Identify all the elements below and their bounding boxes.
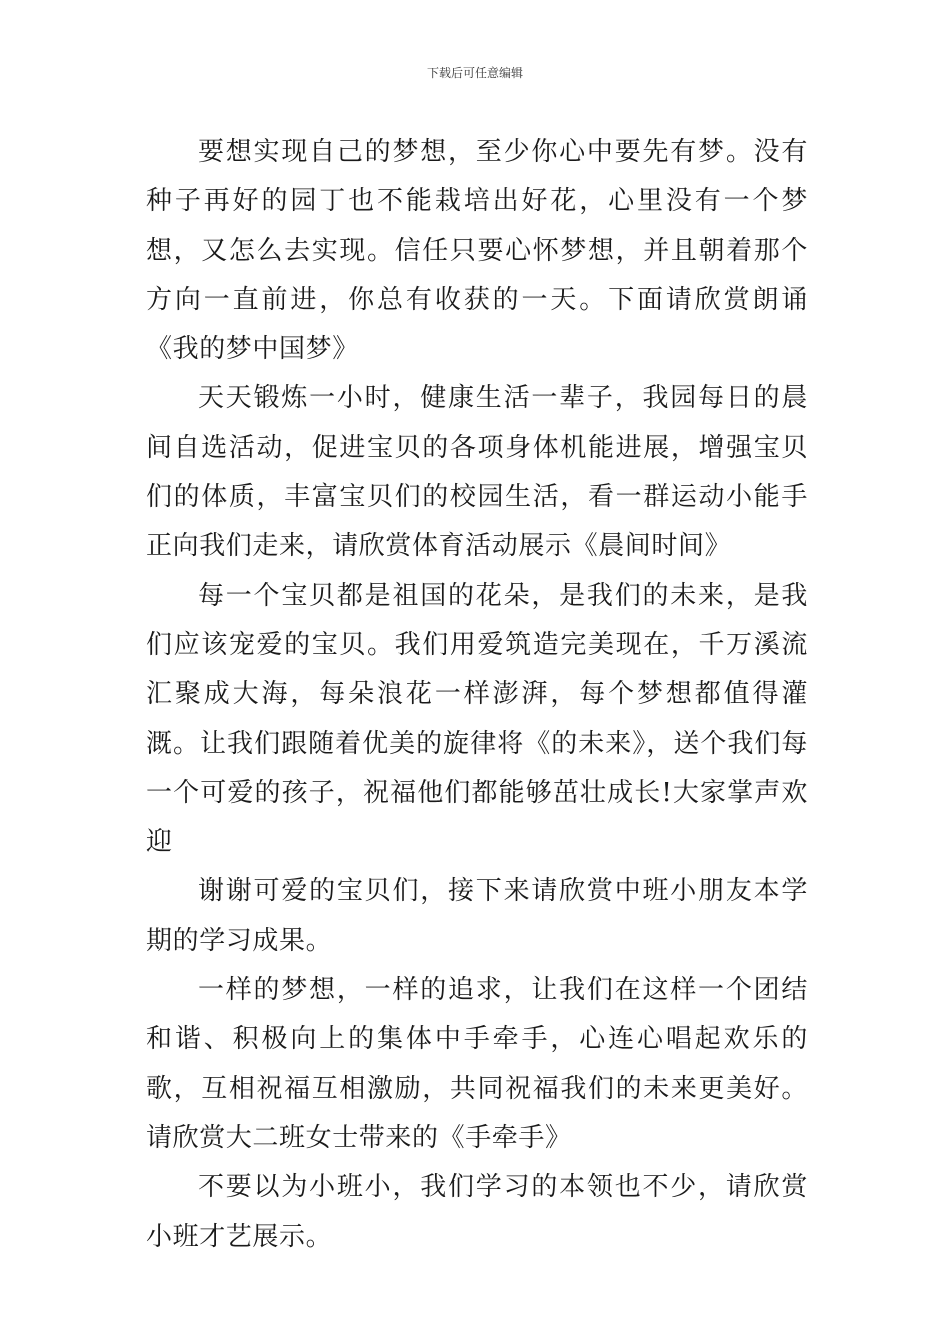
paragraph-5: 一样的梦想，一样的追求，让我们在这样一个团结和谐、积极向上的集体中手牵手，心连心唱起欢乐的歌，互相祝福互相激励，共同祝福我们的未来更美好。请欣赏大二班女士带来的《手牵手》: [146, 975, 808, 1153]
paragraph-4: 谢谢可爱的宝贝们，接下来请欣赏中班小朋友本学期的学习成果。: [146, 876, 808, 956]
document-body: [146, 128, 808, 1262]
paragraph-1: 要想实现自己的梦想，至少你心中要先有梦。没有种子再好的园丁也不能栽培出好花，心里没有一个梦想，又怎么去实现。信任只要心怀梦想，并且朝着那个方向一直前进，你总有收获的一天。下面请欣赏朗诵《我的梦中国梦》: [146, 137, 808, 365]
page-header: 下载后可任意编辑: [426, 66, 523, 80]
paragraph-2: 天天锻炼一小时，健康生活一辈子，我园每日的晨间自选活动，促进宝贝的各项身体机能进展，增强宝贝们的体质，丰富宝贝们的校园生活，看一群运动小能手正向我们走来，请欣赏体育活动展示《晨间时间》: [146, 383, 808, 562]
paragraph-6: 不要以为小班小，我们学习的本领也不少，请欣赏小班才艺展示。: [146, 1172, 808, 1252]
paragraph-3: 每一个宝贝都是祖国的花朵，是我们的未来，是我们应该宠爱的宝贝。我们用爱筑造完美现在，千万溪流汇聚成大海，每朵浪花一样澎湃，每个梦想都值得灌溉。让我们跟随着优美的旋律将《的未来》，送个我们每一个可爱的孩子，祝福他们都能够茁壮成长!大家掌声欢迎: [146, 580, 808, 858]
